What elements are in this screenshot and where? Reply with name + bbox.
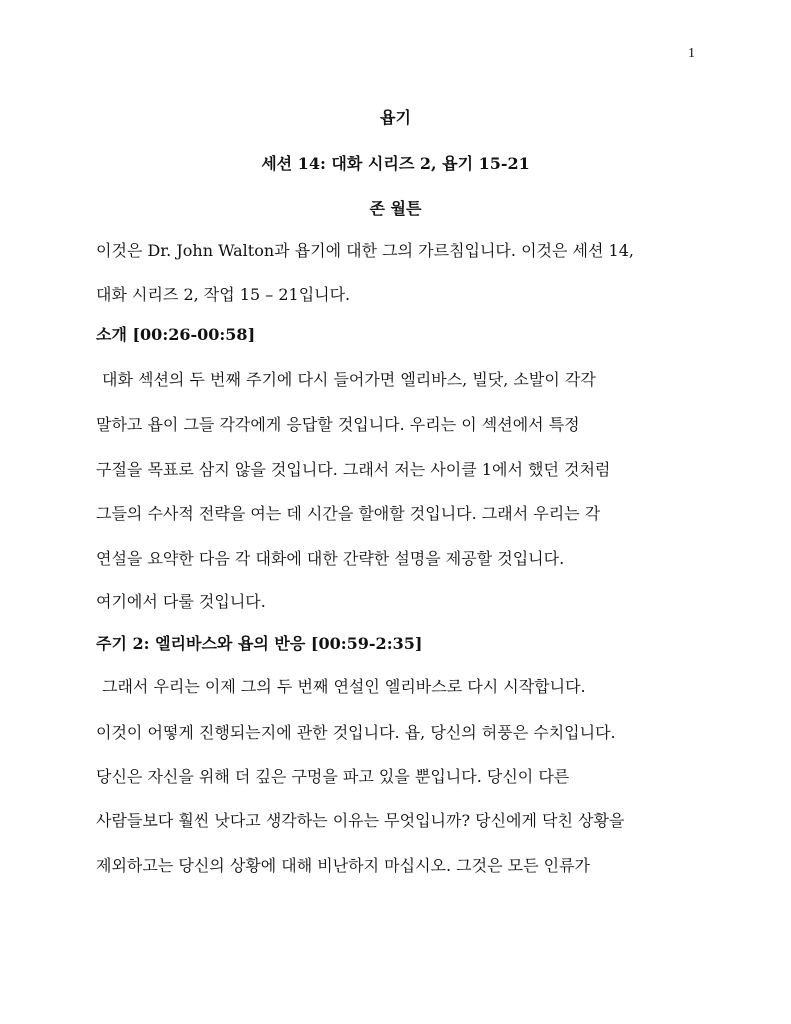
document-title: 욥기	[380, 108, 411, 127]
intro-line: 이것은 Dr. John Walton과 욥기에 대한 그의 가르침입니다. 이것은 세션 14,	[96, 241, 634, 260]
paragraph-line: 말하고 욥이 그들 각각에게 응답할 것입니다. 우리는 이 섹션에서 특정	[96, 415, 580, 434]
paragraph-line: 여기에서 다룰 것입니다.	[96, 592, 266, 611]
page-number: 1	[688, 46, 695, 61]
paragraph-line: 당신은 자신을 위해 더 깊은 구멍을 파고 있을 뿐입니다. 당신이 다른	[96, 767, 570, 786]
intro-line: 대화 시리즈 2, 작업 15 – 21입니다.	[96, 285, 351, 304]
paragraph-line: 연설을 요약한 다음 각 대화에 대한 간략한 설명을 제공할 것입니다.	[96, 549, 565, 568]
paragraph-line: 구절을 목표로 삼지 않을 것입니다. 그래서 저는 사이클 1에서 했던 것처럼	[96, 460, 611, 479]
paragraph-line: 그들의 수사적 전략을 여는 데 시간을 할애할 것입니다. 그래서 우리는 각	[96, 504, 601, 523]
paragraph-line: 대화 섹션의 두 번째 주기에 다시 들어가면 엘리바스, 빌닷, 소발이 각각	[102, 370, 596, 389]
paragraph-line: 사람들보다 훨씬 낫다고 생각하는 이유는 무엇입니까? 당신에게 닥친 상황을	[96, 811, 625, 830]
paragraph-line: 이것이 어떻게 진행되는지에 관한 것입니다. 욥, 당신의 허풍은 수치입니다.	[96, 723, 616, 742]
paragraph-line: 제외하고는 당신의 상황에 대해 비난하지 마십시오. 그것은 모든 인류가	[96, 856, 590, 875]
author-name: 존 월튼	[369, 199, 422, 218]
paragraph-line: 그래서 우리는 이제 그의 두 번째 연설인 엘리바스로 다시 시작합니다.	[102, 677, 586, 696]
session-subtitle: 세션 14: 대화 시리즈 2, 욥기 15-21	[261, 154, 530, 173]
section-heading-cycle-2: 주기 2: 엘리바스와 욥의 반응 [00:59-2:35]	[96, 634, 423, 653]
section-heading-intro: 소개 [00:26-00:58]	[96, 325, 256, 344]
